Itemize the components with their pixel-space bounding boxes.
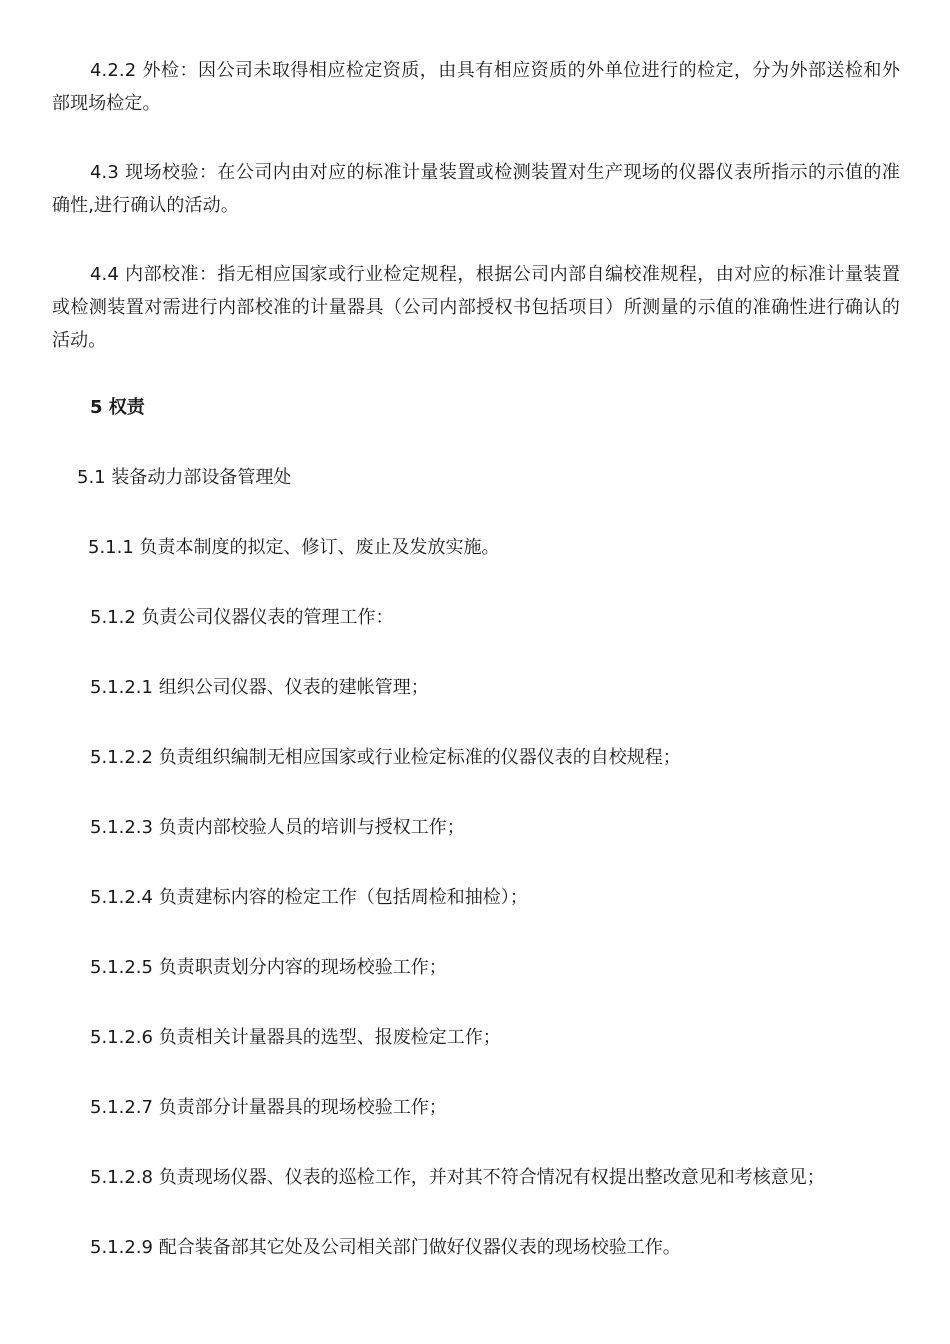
paragraph-4-4	[52, 258, 900, 357]
list-item: 5.1.2.7 负责部分计量器具的现场校验工作；	[90, 1097, 447, 1118]
section-5-1-title: 5.1 装备动力部设备管理处	[77, 467, 292, 488]
section-5-1-1: 5.1.1 负责本制度的拟定、修订、废止及发放实施。	[88, 537, 500, 558]
list-item: 5.1.2.8 负责现场仪器、仪表的巡检工作，并对其不符合情况有权提出整改意见和考核意见；	[90, 1167, 825, 1188]
list-item: 5.1.2.9 配合装备部其它处及公司相关部门做好仪器仪表的现场校验工作。	[90, 1237, 681, 1258]
paragraph-4-3-text: 4.3 现场校验：在公司内由对应的标准计量装置或检测装置对生产现场的仪器仪表所指示的示值的准确性,进行确认的活动。	[52, 162, 900, 216]
list-item: 5.1.2.6 负责相关计量器具的选型、报废检定工作；	[90, 1027, 501, 1048]
list-item: 5.1.2.2 负责组织编制无相应国家或行业检定标准的仪器仪表的自校规程；	[90, 747, 681, 768]
section-5-heading: 5 权责	[90, 397, 145, 418]
list-item: 5.1.2.3 负责内部校验人员的培训与授权工作；	[90, 817, 465, 838]
paragraph-4-3	[52, 156, 900, 222]
section-5-1-2: 5.1.2 负责公司仪器仪表的管理工作：	[90, 607, 394, 628]
paragraph-4-2-2-text: 4.2.2 外检：因公司未取得相应检定资质，由具有相应资质的外单位进行的检定，分为外部送检和外部现场检定。	[52, 60, 900, 114]
list-item: 5.1.2.1 组织公司仪器、仪表的建帐管理；	[90, 677, 429, 698]
list-item: 5.1.2.4 负责建标内容的检定工作（包括周检和抽检）；	[90, 887, 528, 908]
paragraph-4-2-2	[52, 54, 900, 120]
list-item: 5.1.2.5 负责职责划分内容的现场校验工作；	[90, 957, 447, 978]
paragraph-4-4-text: 4.4 内部校准：指无相应国家或行业检定规程，根据公司内部自编校准规程，由对应的标准计量装置或检测装置对需进行内部校准的计量器具（公司内部授权书包括项目）所测量的示值的准确性进行确认的活动。	[52, 264, 900, 351]
